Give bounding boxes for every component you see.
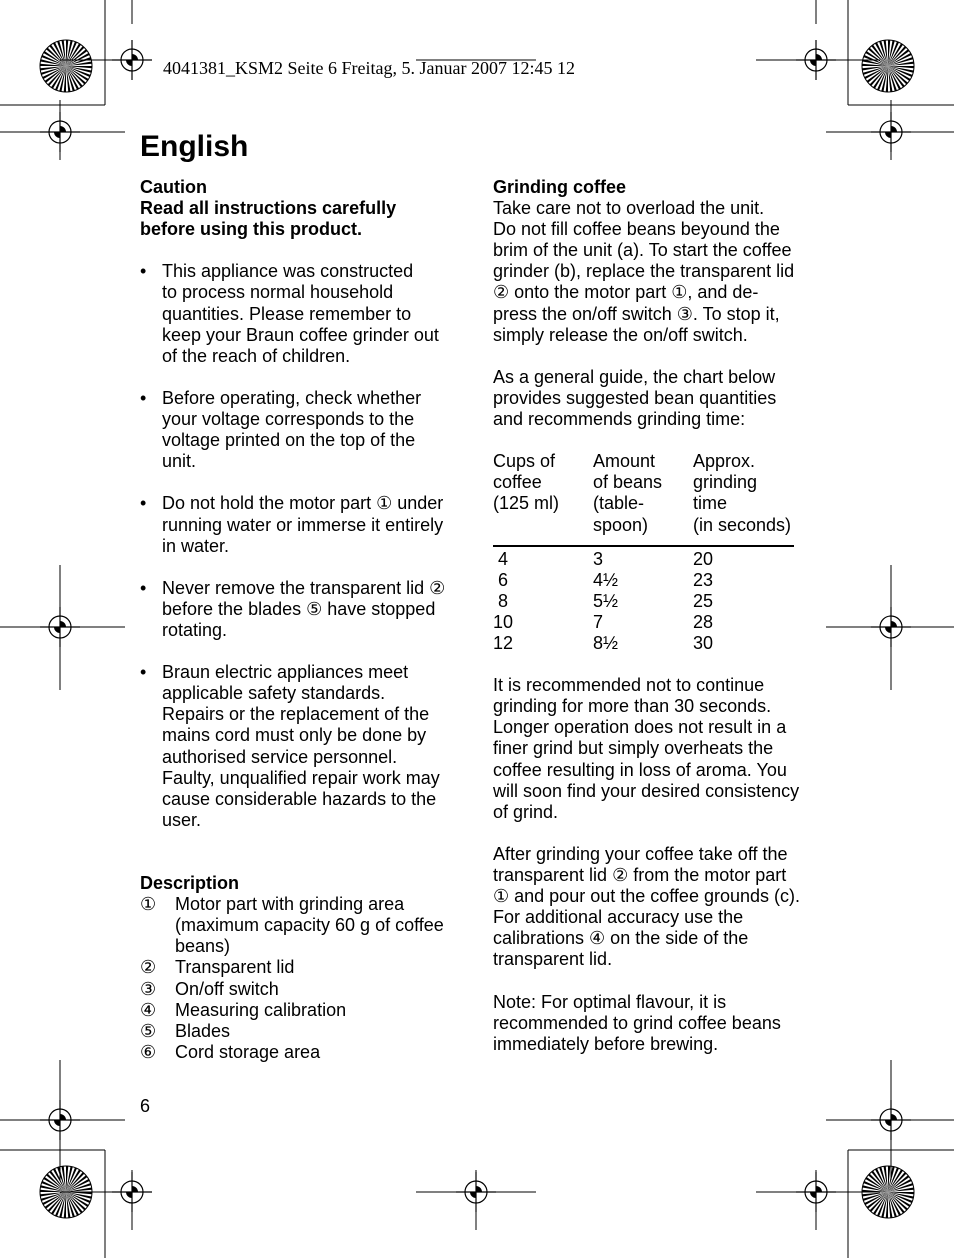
table-cell: 5½	[593, 590, 619, 611]
text-line: grinder (b), replace the transparent lid	[493, 261, 795, 282]
caution-line: Read all instructions carefully	[140, 198, 397, 219]
item-text	[175, 1042, 470, 1063]
item-number: ④	[140, 999, 157, 1020]
after-grinding-paragraph	[493, 844, 823, 971]
text-line: Faulty, unqualified repair work may	[162, 767, 440, 788]
text-line: ① and pour out the coffee grounds (c).	[493, 886, 800, 907]
text-line: After grinding your coffee take off the	[493, 843, 788, 864]
bullet-text	[162, 493, 470, 556]
header-line: (table-	[593, 493, 645, 514]
text-line: mains cord must only be done by	[162, 725, 427, 746]
item-number: ⑥	[140, 1041, 157, 1062]
text-line: calibrations ④ on the side of the	[493, 928, 749, 949]
text-line: immediately before brewing.	[493, 1033, 719, 1054]
spacer	[140, 557, 470, 578]
table-row	[493, 570, 794, 591]
table-cell: 25	[693, 590, 714, 611]
bullet-item	[140, 261, 470, 366]
spacer	[140, 367, 470, 388]
text-line: Braun electric appliances meet	[162, 662, 409, 683]
text-line: For additional accuracy use the	[493, 907, 744, 928]
header-line: (125 ml)	[493, 493, 560, 514]
description-heading: Description	[140, 873, 240, 894]
text-line: applicable safety standards.	[162, 683, 386, 704]
table-cell: 4	[493, 548, 509, 569]
table-cell: 8	[493, 590, 509, 611]
description-item	[140, 979, 470, 1000]
table-cell: 4½	[593, 569, 619, 590]
bullet-dot: •	[140, 387, 147, 408]
text-line: transparent lid ② from the motor part	[493, 865, 787, 885]
recommendation-paragraph	[493, 675, 823, 823]
table-cell: 20	[693, 548, 714, 569]
text-line: brim of the unit (a). To start the coffee	[493, 240, 792, 261]
text-line: cause considerable hazards to the	[162, 788, 437, 809]
note-paragraph	[493, 992, 823, 1055]
text-line: Cord storage area	[175, 1041, 321, 1062]
text-line: keep your Braun coffee grinder out	[162, 324, 439, 345]
bullet-item	[140, 662, 470, 831]
text-line: before the blades ⑤ have stopped	[162, 598, 436, 619]
item-number: ③	[140, 978, 157, 999]
text-line: beans)	[175, 936, 231, 957]
text-line: transparent lid.	[493, 949, 613, 970]
text-line: Blades	[175, 1020, 231, 1041]
text-line: Do not hold the motor part ① under	[162, 493, 444, 514]
text-line: As a general guide, the chart below	[493, 366, 776, 387]
text-line: grinding for more than 30 seconds.	[493, 696, 772, 717]
item-text	[175, 894, 470, 957]
text-line: Never remove the transparent lid ②	[162, 577, 446, 598]
table-cell: 7	[593, 611, 604, 632]
text-line: rotating.	[162, 619, 228, 640]
text-line: of the reach of children.	[162, 345, 351, 366]
table-cell: 23	[693, 569, 714, 590]
item-number: ①	[140, 894, 157, 915]
text-line: Motor part with grinding area	[175, 894, 405, 915]
grinding-heading: Grinding coffee	[493, 177, 627, 197]
text-line: unit.	[162, 451, 197, 472]
text-line: authorised service personnel.	[162, 746, 398, 767]
text-line: will soon find your desired consistency	[493, 780, 800, 801]
table-header-cell	[493, 451, 593, 535]
text-line: Transparent lid	[175, 957, 295, 978]
text-line: Note: For optimal flavour, it is	[493, 991, 727, 1012]
header-line: Approx.	[693, 451, 756, 472]
header-line: spoon)	[593, 514, 649, 535]
text-line: (maximum capacity 60 g of coffee	[175, 915, 444, 936]
text-line: On/off switch	[175, 978, 279, 999]
header-line: Cups of	[493, 451, 556, 472]
bullet-item	[140, 578, 470, 641]
table-header-cell	[693, 451, 794, 535]
text-line: recommended to grind coffee beans	[493, 1012, 781, 1033]
grinding-table	[493, 451, 794, 654]
printer-slug: 4041381_KSM2 Seite 6 Freitag, 5. Januar 2007 12:45 12	[163, 58, 575, 78]
bullet-dot: •	[140, 577, 147, 598]
table-row	[493, 633, 794, 654]
starburst-mark	[862, 40, 914, 92]
table-cell: 30	[693, 632, 714, 653]
text-line: This appliance was constructed	[162, 261, 414, 282]
item-text	[175, 957, 470, 978]
text-line: ② onto the motor part ①, and de-	[493, 282, 759, 303]
header-line: Amount	[593, 451, 656, 472]
bullet-text	[162, 662, 470, 831]
text-line: Longer operation does not result in a	[493, 717, 787, 738]
text-line: running water or immerse it entirely	[162, 514, 444, 535]
table-row	[493, 612, 794, 633]
text-line: voltage printed on the top of the	[162, 430, 416, 451]
description-item	[140, 1042, 470, 1063]
text-line: provides suggested bean quantities	[493, 387, 777, 408]
table-cell: 28	[693, 611, 714, 632]
starburst-mark	[40, 40, 92, 92]
bullet-text	[162, 261, 470, 366]
page-number: 6	[140, 1096, 151, 1116]
description-list	[140, 894, 470, 1063]
text-line: of grind.	[493, 801, 559, 822]
text-line: user.	[162, 809, 202, 830]
text-line: to process normal household	[162, 282, 394, 303]
text-line: Repairs or the replacement of the	[162, 704, 430, 725]
item-text	[175, 1000, 470, 1021]
starburst-mark	[40, 1166, 92, 1218]
bullet-text	[162, 578, 470, 641]
description-item	[140, 894, 470, 957]
caution-heading: Caution	[140, 177, 207, 197]
text-line: press the on/off switch ③. To stop it,	[493, 303, 780, 324]
item-number: ②	[140, 957, 157, 978]
table-cell: 10	[493, 611, 514, 632]
caution-line: before using this product.	[140, 219, 363, 240]
item-number: ⑤	[140, 1020, 157, 1041]
grinding-paragraph	[493, 198, 823, 346]
table-cell: 3	[593, 548, 604, 569]
caution-list	[140, 261, 470, 831]
bullet-item	[140, 388, 470, 472]
text-line: Do not fill coffee beans beyound the	[493, 219, 780, 240]
table-row	[493, 591, 794, 612]
header-line: (in seconds)	[693, 514, 792, 535]
table-cell: 6	[493, 569, 509, 590]
text-line: quantities. Please remember to	[162, 303, 412, 324]
description-item	[140, 957, 470, 978]
bullet-dot: •	[140, 662, 147, 683]
text-line: in water.	[162, 535, 230, 556]
text-line: It is recommended not to continue	[493, 675, 765, 696]
text-line: your voltage corresponds to the	[162, 409, 415, 430]
description-item	[140, 1000, 470, 1021]
text-line: finer grind but simply overheats the	[493, 738, 774, 759]
right-column	[493, 177, 823, 1055]
left-column	[140, 177, 470, 1063]
spacer	[140, 472, 470, 493]
spacer	[140, 641, 470, 662]
table-row	[493, 549, 794, 570]
header-line: coffee	[493, 472, 542, 493]
item-text	[175, 1021, 470, 1042]
table-cell: 8½	[593, 632, 619, 653]
bullet-text	[162, 388, 470, 472]
bullet-dot: •	[140, 493, 147, 514]
text-line: Measuring calibration	[175, 999, 347, 1020]
text-line: coffee resulting in loss of aroma. You	[493, 759, 787, 780]
table-header-row	[493, 451, 794, 546]
item-text	[175, 979, 470, 1000]
description-item	[140, 1021, 470, 1042]
bullet-dot: •	[140, 261, 147, 282]
text-line: and recommends grinding time:	[493, 409, 746, 430]
starburst-mark	[862, 1166, 914, 1218]
text-line: simply release the on/off switch.	[493, 324, 748, 345]
guide-paragraph	[493, 367, 823, 430]
table-header-cell	[593, 451, 693, 535]
text-line: Take care not to overload the unit.	[493, 198, 765, 219]
page-title: English	[140, 130, 249, 163]
header-line: time	[693, 493, 728, 514]
text-line: Before operating, check whether	[162, 387, 422, 408]
header-line: of beans	[593, 472, 663, 493]
table-cell: 12	[493, 632, 514, 653]
bullet-item	[140, 493, 470, 556]
table-body	[493, 549, 794, 654]
header-line: grinding	[693, 472, 758, 493]
